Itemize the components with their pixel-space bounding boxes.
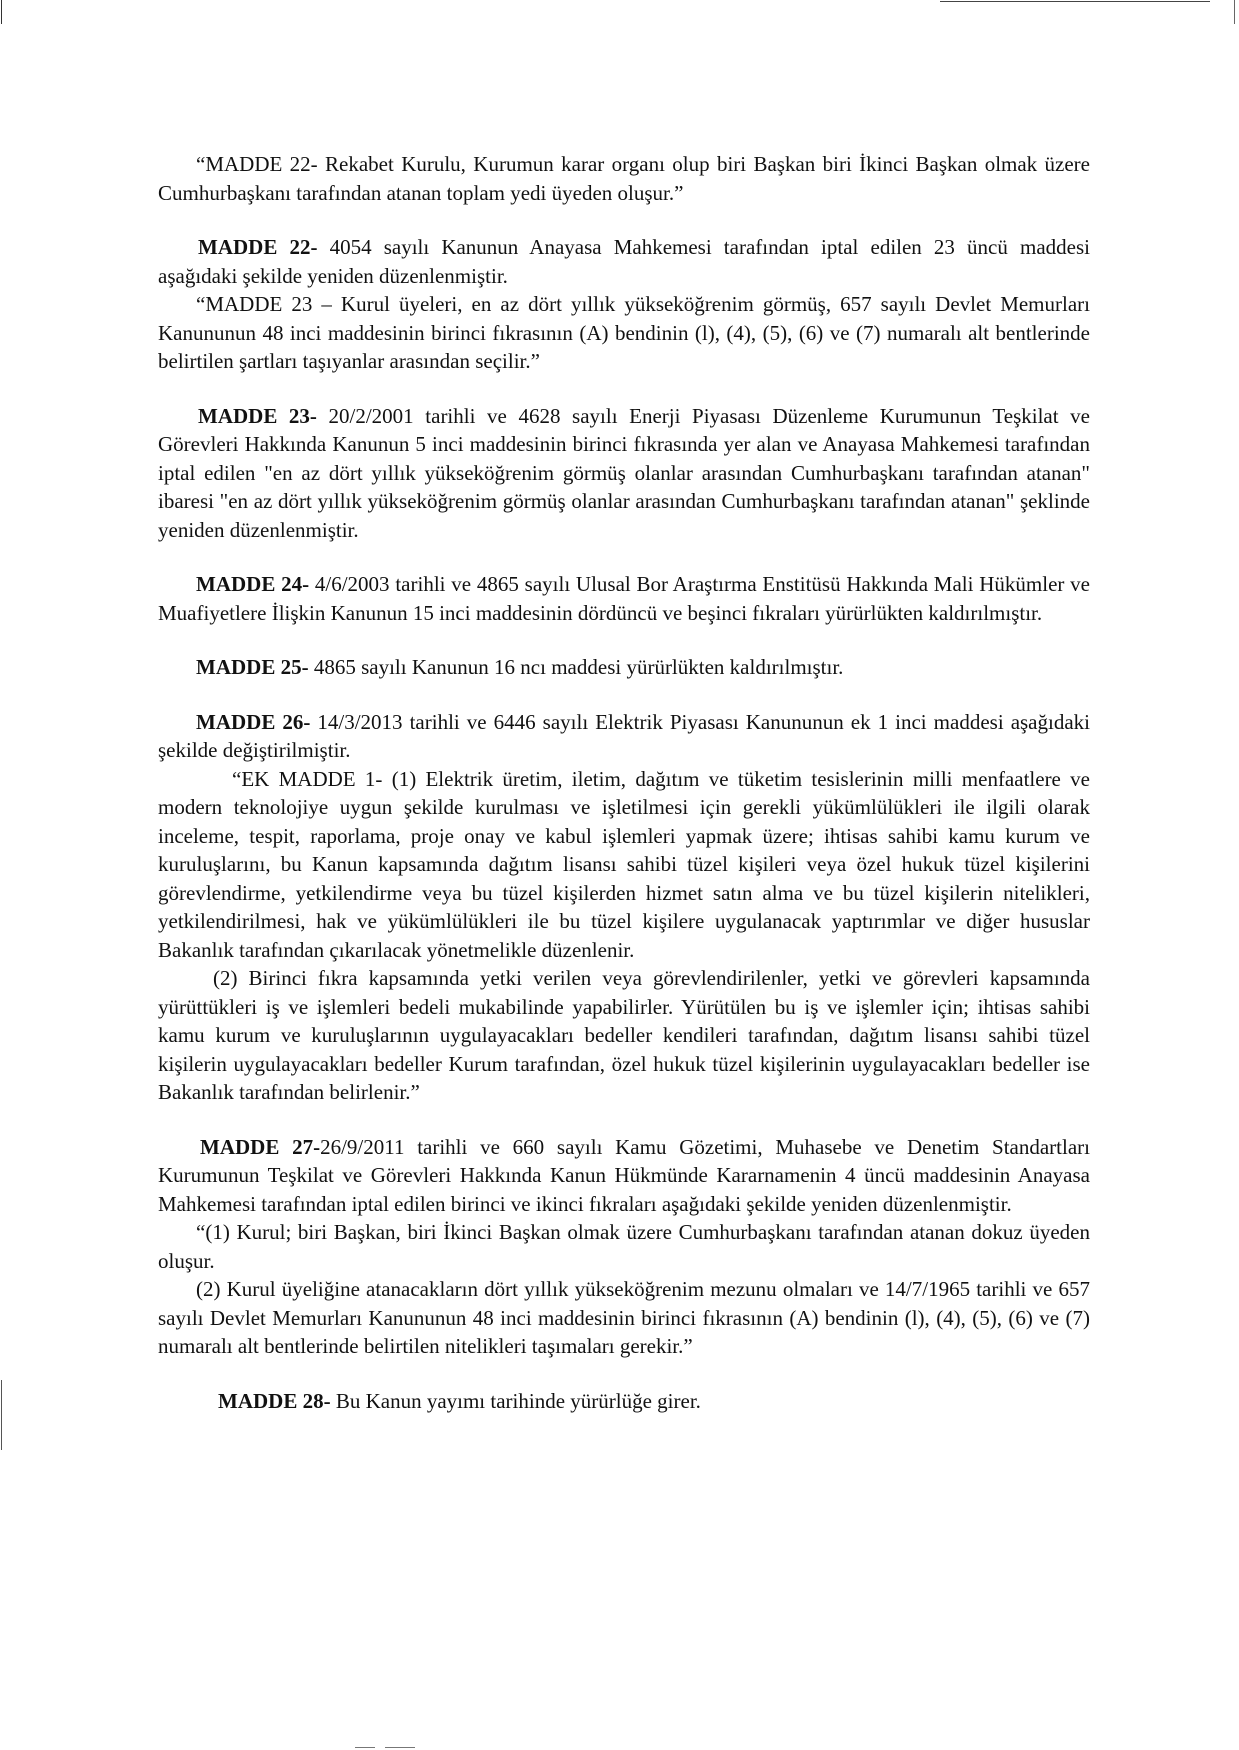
paragraph-madde-25	[158, 653, 1090, 682]
scan-edge-mark	[385, 1747, 415, 1748]
paragraph-madde-23	[158, 402, 1090, 545]
paragraph-madde-26	[158, 708, 1090, 765]
article-heading: MADDE 22-	[198, 235, 318, 259]
scan-edge-mark	[1, 1380, 2, 1450]
article-heading: MADDE 24-	[196, 572, 310, 596]
article-heading: MADDE 28-	[218, 1388, 331, 1413]
paragraph-madde-27-2: (2) Kurul üyeliğine atanacakların dört yıllık yükseköğrenim mezunu olmaları ve 14/7/1965 tarihli ve 657 sayılı Devlet Memurları Kanununun 48 inci maddesinin birinci fıkrasının (A) bendinin (l), (4), (5), (6) ve (7) numaralı alt bentlerinde belirtilen nitelikleri taşımaları gerekir.”	[158, 1277, 1090, 1358]
article-text: 4054 sayılı Kanunun Anayasa Mahkemesi tarafından iptal edilen 23 üncü maddesi aşağıdaki şekilde yeniden düzenlenmiştir.	[158, 235, 1090, 288]
paragraph-madde-24	[158, 570, 1090, 627]
article-heading: MADDE 25-	[196, 655, 309, 679]
scan-edge-mark	[1234, 0, 1235, 24]
article-heading: MADDE 27-	[200, 1134, 321, 1159]
article-text: 20/2/2001 tarihli ve 4628 sayılı Enerji Piyasası Düzenleme Kurumunun Teşkilat ve Görevleri Hakkında Kanunun 5 inci maddesinin birinci fıkrasında yer alan ve Anayasa Mahkemesi tarafından iptal edilen "en az dört yıllık yükseköğrenim görmüş olanlar arasından Cumhurbaşkanı tarafından atanan" ibaresi "en az dört yıllık yükseköğrenim görmüş olanlar arasından Cumhurbaşkanı tarafından atanan" şeklinde yeniden düzenlenmiştir.	[158, 403, 1090, 542]
scan-edge-mark	[940, 1, 1210, 2]
paragraph-ek-madde-1-2: (2) Birinci fıkra kapsamında yetki verilen veya görevlendirilenler, yetki ve görevleri kapsamında yürüttükleri iş ve işlemleri bedeli mukabilinde yapabilirler. Yürütülen bu iş ve işlemler için; ihtisas sahibi kamu kurum ve kuruluşlarının uygulayacakları bedeller kendileri tarafından, dağıtım lisansı sahibi tüzel kişilerin uygulayacakları bedeller Kurum tarafından, özel hukuk tüzel kişilerinin uygulayacakları bedeller ise Bakanlık tarafından belirlenir.”	[158, 966, 1090, 1104]
article-heading: MADDE 26-	[196, 709, 311, 734]
paragraph-madde-22-quote: “MADDE 22- Rekabet Kurulu, Kurumun karar organı olup biri Başkan biri İkinci Başkan olmak üzere Cumhurbaşkanı tarafından atanan toplam yedi üyeden oluşur.”	[158, 152, 1090, 205]
document-body	[158, 150, 1090, 1415]
article-heading: MADDE 23-	[198, 403, 317, 428]
scan-edge-mark	[1, 0, 2, 24]
paragraph-madde-27	[158, 1133, 1090, 1219]
paragraph-madde-22	[158, 233, 1090, 290]
article-text: 4/6/2003 tarihli ve 4865 sayılı Ulusal Bor Araştırma Enstitüsü Hakkında Mali Hükümler ve Muafiyetlere İlişkin Kanunun 15 inci maddesinin dördüncü ve beşinci fıkraları yürürlükten kaldırılmıştır.	[158, 572, 1090, 625]
article-text: 4865 sayılı Kanunun 16 ncı maddesi yürürlükten kaldırılmıştır.	[308, 655, 844, 679]
paragraph-madde-27-1: “(1) Kurul; biri Başkan, biri İkinci Başkan olmak üzere Cumhurbaşkanı tarafından atanan dokuz üyeden oluşur.	[158, 1220, 1090, 1273]
scan-edge-mark	[355, 1747, 375, 1748]
paragraph-madde-28	[158, 1387, 1090, 1416]
article-text: 14/3/2013 tarihli ve 6446 sayılı Elektrik Piyasası Kanununun ek 1 inci maddesi aşağıdaki şekilde değiştirilmiştir.	[158, 709, 1090, 762]
article-text: Bu Kanun yayımı tarihinde yürürlüğe girer.	[330, 1388, 701, 1413]
paragraph-madde-23-quote: “MADDE 23 – Kurul üyeleri, en az dört yıllık yükseköğrenim görmüş, 657 sayılı Devlet Memurları Kanununun 48 inci maddesinin birinci fıkrasının (A) bendinin (l), (4), (5), (6) ve (7) numaralı alt bentlerinde belirtilen şartları taşıyanlar arasından seçilir.”	[158, 292, 1090, 373]
paragraph-ek-madde-1: “EK MADDE 1- (1) Elektrik üretim, iletim, dağıtım ve tüketim tesislerinin milli menfaatlere ve modern teknolojiye uygun şekilde kurulması ve işletilmesi için gerekli yükümlülükleri ile ilgili olarak inceleme, tespit, raporlama, proje onay ve kabul işlemleri yapmak üzere; ihtisas sahibi kamu kurum ve kuruluşlarını, bu Kanun kapsamında dağıtım lisansı sahibi tüzel kişileri veya özel hukuk tüzel kişilerini görevlendirme, yetkilendirme veya bu tüzel kişilerden hizmet satın alma ve bu tüzel kişilerin nitelikleri, yetkilendirilmesi, hak ve yükümlülükleri ile bu tüzel kişilere uygulanacak yaptırımlar ve diğer hususlar Bakanlık tarafından çıkarılacak yönetmelikle düzenlenir.	[158, 766, 1090, 962]
article-text: 26/9/2011 tarihli ve 660 sayılı Kamu Gözetimi, Muhasebe ve Denetim Standartları Kurumunun Teşkilat ve Görevleri Hakkında Kanun Hükmünde Kararnamenin 4 üncü maddesinin Anayasa Mahkemesi tarafından iptal edilen birinci ve ikinci fıkraları aşağıdaki şekilde yeniden düzenlenmiştir.	[158, 1134, 1090, 1216]
